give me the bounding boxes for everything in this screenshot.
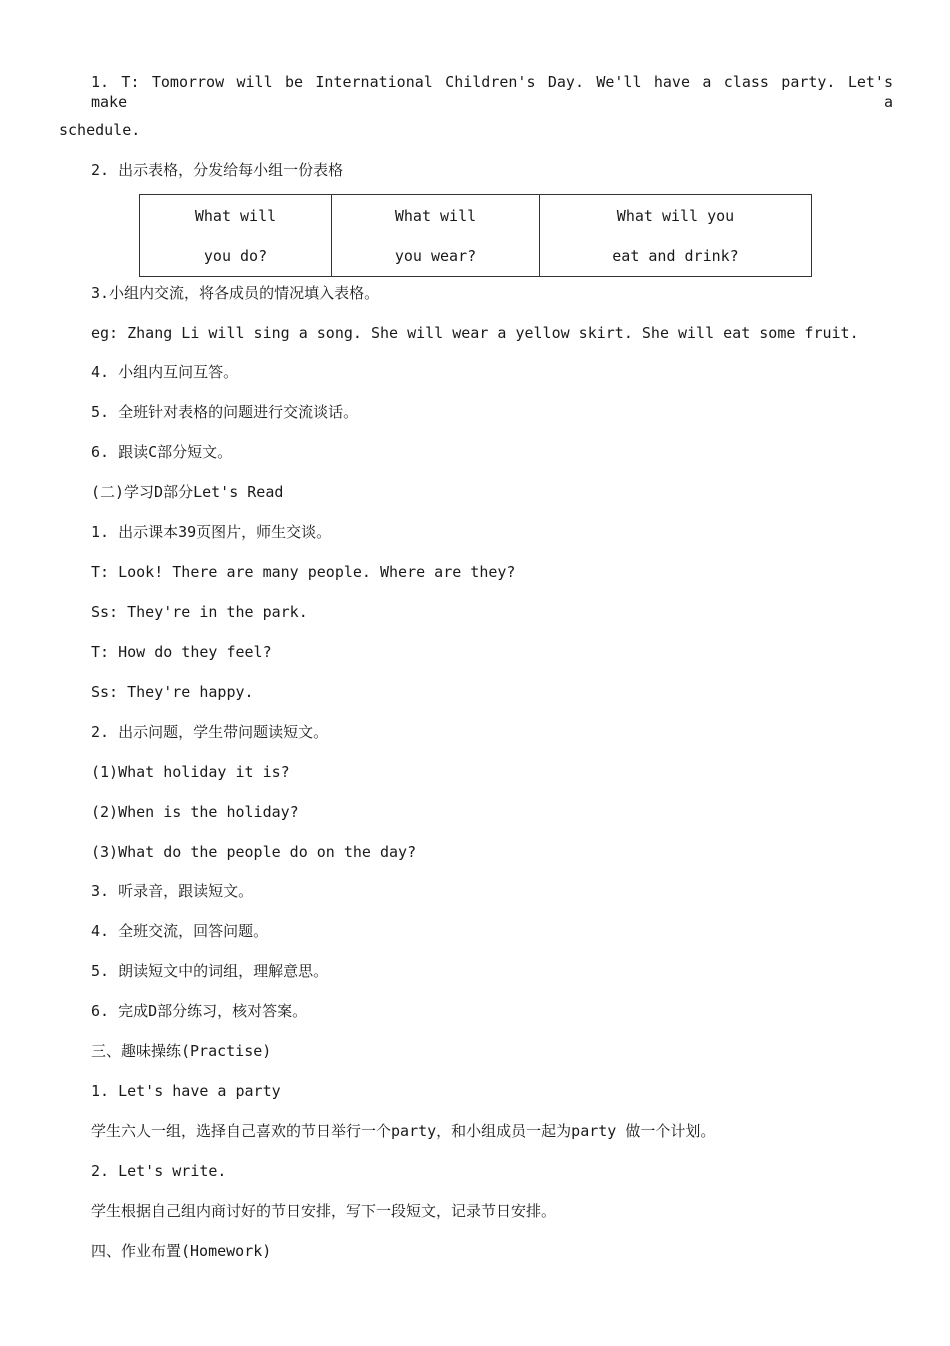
dialogue-line: T: How do they feel? (91, 643, 272, 661)
dialogue-line: T: Look! There are many people. Where are they? (91, 563, 516, 581)
cell-line: you do? (203, 246, 268, 265)
table-cell-eat-drink (540, 195, 812, 277)
cell-line: What will you (616, 206, 735, 225)
text-line: 2. 出示问题，学生带问题读短文。 (91, 723, 329, 741)
schedule-table (139, 194, 812, 277)
intro-line-1: 1. T: Tomorrow will be International Children's Day. We'll have a class party. Let's make a (91, 73, 893, 111)
text-line: eg: Zhang Li will sing a song. She will wear a yellow skirt. She will eat some fruit. (91, 324, 859, 342)
text-line: 6. 完成D部分练习，核对答案。 (91, 1002, 308, 1020)
cell-line: you wear? (394, 246, 477, 265)
text-line: 1. 出示课本39页图片，师生交谈。 (91, 523, 332, 541)
table-cell-do (140, 195, 332, 277)
dialogue-line: Ss: They're happy. (91, 683, 254, 701)
text-line: 2. Let's write. (91, 1162, 227, 1180)
cell-line: What will (194, 206, 277, 225)
table-row (140, 195, 812, 277)
question-line: (2)When is the holiday? (91, 803, 299, 821)
question-line: (3)What do the people do on the day? (91, 843, 417, 861)
text-line: 6. 跟读C部分短文。 (91, 443, 233, 461)
text-line: 1. Let's have a party (91, 1082, 281, 1100)
question-line: (1)What holiday it is? (91, 763, 290, 781)
section-heading: (二)学习D部分Let's Read (91, 483, 284, 501)
text-line: 4. 全班交流，回答问题。 (91, 922, 269, 940)
table-cell-wear (332, 195, 540, 277)
text-line: 5. 朗读短文中的词组，理解意思。 (91, 962, 329, 980)
section-heading: 三、趣味操练(Practise) (91, 1042, 272, 1060)
step-2-text: 2. 出示表格，分发给每小组一份表格 (91, 161, 344, 179)
intro-line-2: schedule. (59, 121, 141, 139)
section-heading: 四、作业布置(Homework) (91, 1242, 272, 1260)
text-line: 3.小组内交流，将各成员的情况填入表格。 (91, 284, 380, 302)
text-line: 4. 小组内互问互答。 (91, 363, 239, 381)
cell-line: eat and drink? (612, 246, 739, 265)
text-line: 学生根据自己组内商讨好的节日安排，写下一段短文，记录节日安排。 (91, 1202, 557, 1220)
text-line: 3. 听录音，跟读短文。 (91, 882, 254, 900)
cell-line: What will (394, 206, 477, 225)
dialogue-line: Ss: They're in the park. (91, 603, 308, 621)
text-line: 5. 全班针对表格的问题进行交流谈话。 (91, 403, 359, 421)
text-line: 学生六人一组，选择自己喜欢的节日举行一个party，和小组成员一起为party 做一个计划。 (91, 1122, 716, 1140)
